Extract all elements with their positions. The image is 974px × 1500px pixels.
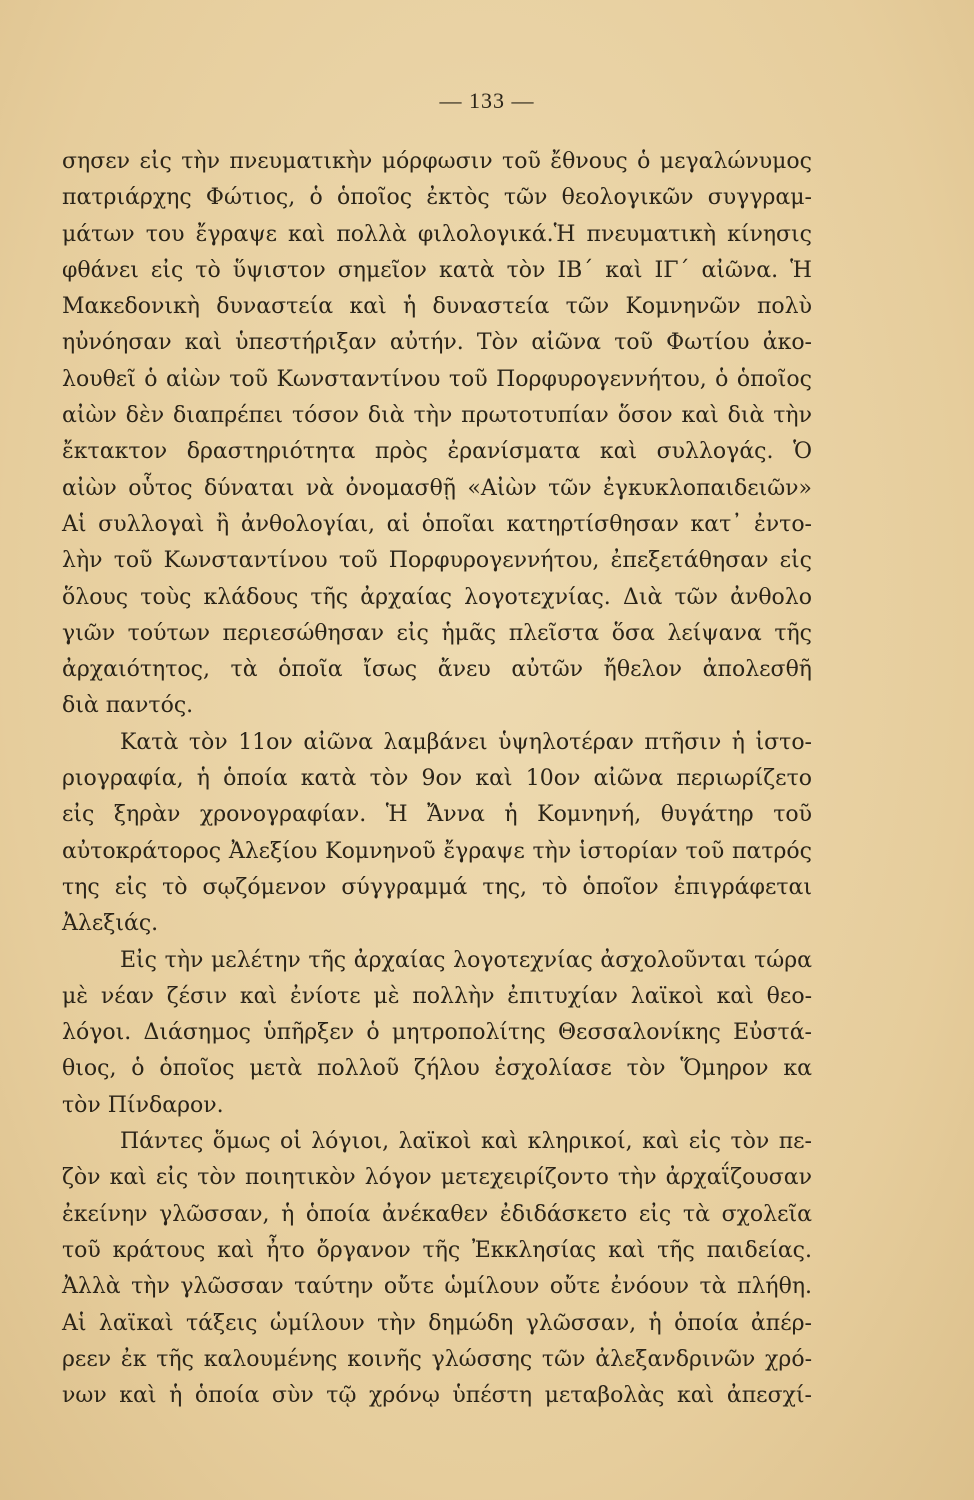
text-line: ζὸν καὶ εἰς τὸν ποιητικὸν λόγον μετεχειρίζοντο τὴν ἀρχαΐζουσαν xyxy=(62,1165,812,1191)
text-line: λὴν τοῦ Κωνσταντίνου τοῦ Πορφυρογεννήτου, ἐπεξετάθησαν εἰς xyxy=(62,548,812,574)
text-line: Ἀλλὰ τὴν γλῶσσαν ταύτην οὔτε ὡμίλουν οὔτε ἐνόουν τὰ πλήθη. xyxy=(62,1274,812,1300)
text-line: ρεεν ἐκ τῆς καλουμένης κοινῆς γλώσσης τῶν ἀλεξανδρινῶν χρό- xyxy=(62,1346,812,1372)
text-line: νων καὶ ἡ ὁποία σὺν τῷ χρόνῳ ὑπέστη μεταβολὰς καὶ ἀπεσχί- xyxy=(62,1383,812,1409)
text-line: ἐκείνην γλῶσσαν, ἡ ὁποία ἀνέκαθεν ἐδιδάσκετο εἰς τὰ σχολεῖα xyxy=(62,1201,812,1227)
text-line: σησεν εἰς τὴν πνευματικὴν μόρφωσιν τοῦ ἔθνους ὁ μεγαλώνυμος xyxy=(62,149,812,174)
text-line: ὅλους τοὺς κλάδους τῆς ἀρχαίας λογοτεχνίας. Διὰ τῶν ἀνθολο xyxy=(62,584,812,610)
text-line: μάτων του ἔγραψε καὶ πολλὰ φιλολογικά.Ἡ πνευματικὴ κίνησις xyxy=(62,221,812,247)
text-line: τοῦ κράτους καὶ ἦτο ὄργανον τῆς Ἐκκλησίας καὶ τῆς παιδείας. xyxy=(62,1237,812,1263)
text-line: Ἀλεξιάς. xyxy=(62,911,159,937)
text-line: ηὐνόησαν καὶ ὑπεστήριξαν αὐτήν. Τὸν αἰῶνα τοῦ Φωτίου ἀκο- xyxy=(62,330,812,356)
text-line: ριογραφία, ἡ ὁποία κατὰ τὸν 9ον καὶ 10ον αἰῶνα περιωρίζετο xyxy=(62,766,812,792)
body-text xyxy=(62,144,812,1414)
text-line: λόγοι. Διάσημος ὑπῆρξεν ὁ μητροπολίτης Θεσσαλονίκης Εὐστά- xyxy=(62,1020,812,1046)
text-line: Πάντες ὅμως οἱ λόγιοι, λαϊκοὶ καὶ κληρικοί, καὶ εἰς τὸν πε- xyxy=(120,1129,812,1155)
text-line: αἰὼν οὗτος δύναται νὰ ὀνομασθῇ «Αἰὼν τῶν ἐγκυκλοπαιδειῶν» xyxy=(62,475,812,501)
text-line: θιος, ὁ ὁποῖος μετὰ πολλοῦ ζήλου ἐσχολίασε τὸν Ὅμηρον κα xyxy=(62,1056,812,1082)
text-line: λουθεῖ ὁ αἰὼν τοῦ Κωνσταντίνου τοῦ Πορφυρογεννήτου, ὁ ὁποῖος xyxy=(62,366,812,392)
text-line: μὲ νέαν ζέσιν καὶ ἐνίοτε μὲ πολλὴν ἐπιτυχίαν λαϊκοὶ καὶ θεο- xyxy=(62,983,812,1009)
text-line: Κατὰ τὸν 11ον αἰῶνα λαμβάνει ὑψηλοτέραν πτῆσιν ἡ ἱστο- xyxy=(120,729,812,755)
text-line: ἀρχαιότητος, τὰ ὁποῖα ἴσως ἄνευ αὐτῶν ἤθελον ἀπολεσθῆ xyxy=(62,657,812,683)
text-line: αὐτοκράτορος Ἀλεξίου Κομνηνοῦ ἔγραψε τὴν ἱστορίαν τοῦ πατρός xyxy=(62,838,812,864)
text-line: φθάνει εἰς τὸ ὕψιστον σημεῖον κατὰ τὸν ΙΒ΄ καὶ ΙΓ΄ αἰῶνα. Ἡ xyxy=(62,257,812,283)
text-line: της εἰς τὸ σῳζόμενον σύγγραμμά της, τὸ ὁποῖον ἐπιγράφεται xyxy=(62,874,812,900)
text-line: τὸν Πίνδαρον. xyxy=(62,1092,224,1118)
text-line: ἔκτακτον δραστηριότητα πρὸς ἐρανίσματα καὶ συλλογάς. Ὁ xyxy=(62,439,812,465)
page-number: — 133 — xyxy=(439,88,535,113)
text-line: Αἱ λαϊκαὶ τάξεις ὡμίλουν τὴν δημώδη γλῶσσαν, ἡ ὁποία ἀπέρ- xyxy=(62,1310,812,1336)
text-line: Αἱ συλλογαὶ ἢ ἀνθολογίαι, αἱ ὁποῖαι κατηρτίσθησαν κατ᾽ ἐντο- xyxy=(62,511,812,537)
text-line: εἰς ξηρὰν χρονογραφίαν. Ἡ Ἄννα ἡ Κομνηνή, θυγάτηρ τοῦ xyxy=(62,802,812,828)
text-line: διὰ παντός. xyxy=(62,693,194,719)
text-line: αἰὼν δὲν διαπρέπει τόσον διὰ τὴν πρωτοτυπίαν ὅσον καὶ διὰ τὴν xyxy=(62,403,812,429)
text-line: Εἰς τὴν μελέτην τῆς ἀρχαίας λογοτεχνίας ἀσχολοῦνται τώρα xyxy=(120,947,812,973)
text-line: γιῶν τούτων περιεσώθησαν εἰς ἡμᾶς πλεῖστα ὅσα λείψανα τῆς xyxy=(62,620,812,646)
text-line: πατριάρχης Φώτιος, ὁ ὁποῖος ἐκτὸς τῶν θεολογικῶν συγγραμ- xyxy=(62,185,812,211)
text-line: Μακεδονικὴ δυναστεία καὶ ἡ δυναστεία τῶν Κομνηνῶν πολὺ xyxy=(62,294,812,320)
